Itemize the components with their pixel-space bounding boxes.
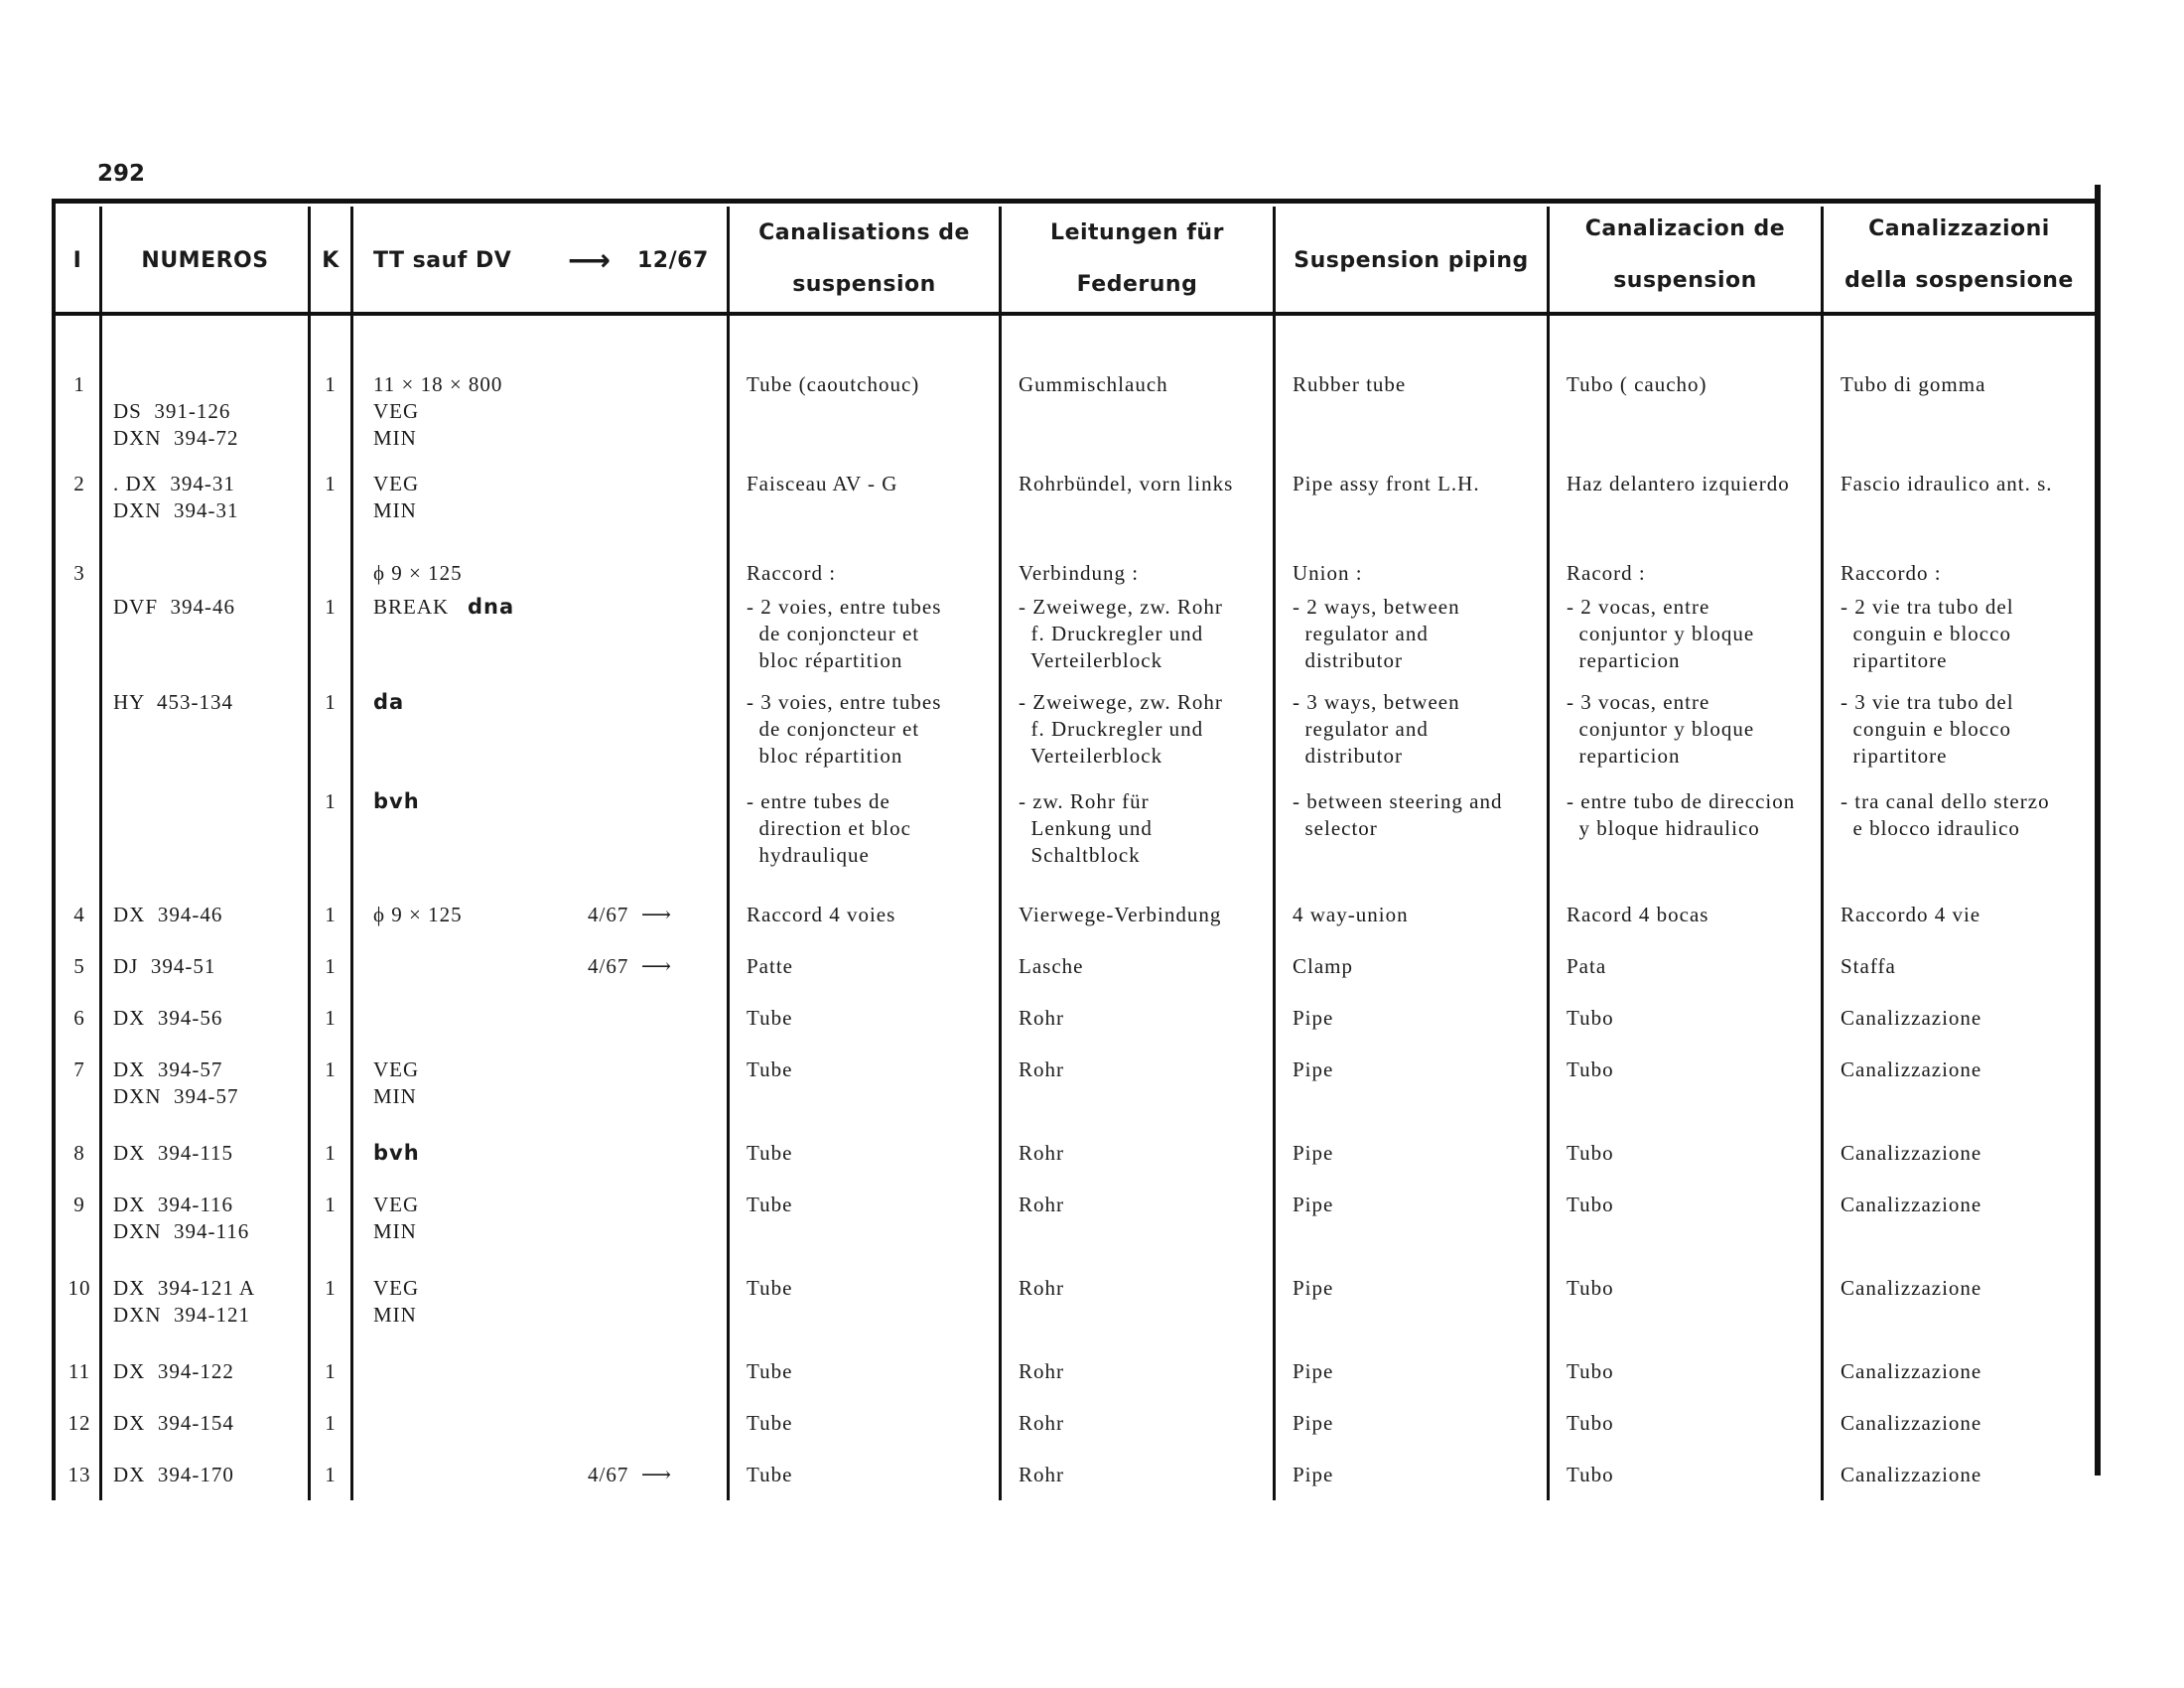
cell-dates: 4/67 ⟶	[588, 1463, 672, 1486]
cell-de: - Zweiwege, zw. Rohr f. Druckregler und Verteilerblock	[1019, 595, 1223, 672]
cell-it: Canalizzazione	[1841, 1359, 1982, 1383]
top-rule	[52, 199, 2101, 204]
header-index: I	[72, 248, 82, 273]
col-divider	[99, 207, 102, 1500]
cell-k: 1	[325, 789, 337, 813]
cell-k: 1	[325, 472, 337, 495]
cell-fr: Tube	[747, 1006, 793, 1030]
cell-es: - 3 vocas, entre conjuntor y bloque reparticion	[1567, 690, 1755, 768]
cell-nums: DX 394-122	[113, 1359, 234, 1383]
cell-fr: Tube	[747, 1141, 793, 1165]
cell-en: Pipe	[1293, 1276, 1334, 1300]
col-divider	[1821, 207, 1824, 1500]
header-english: Suspension piping	[1294, 248, 1529, 273]
cell-en: - 3 ways, between regulator and distributor	[1293, 690, 1460, 768]
cell-idx: 5	[73, 954, 85, 978]
cell-de: - zw. Rohr für Lenkung und Schaltblock	[1019, 789, 1153, 867]
cell-nums: DX 394-57 DXN 394-57	[113, 1057, 239, 1108]
cell-nums: DVF 394-46	[113, 595, 236, 619]
cell-es: Pata	[1567, 954, 1607, 978]
cell-de: Rohr	[1019, 1463, 1064, 1486]
cell-en: Pipe	[1293, 1057, 1334, 1081]
cell-spec: VEG MIN	[373, 1057, 420, 1108]
parts-table	[52, 185, 2101, 1500]
cell-de: Rohr	[1019, 1276, 1064, 1300]
cell-es: Tubo	[1567, 1141, 1614, 1165]
header-bottom-rule	[52, 312, 2101, 316]
cell-k: 1	[325, 1193, 337, 1216]
cell-it: Raccordo 4 vie	[1841, 903, 1981, 926]
cell-k: 1	[325, 595, 337, 619]
cell-idx: 8	[73, 1141, 85, 1165]
cell-es: Tubo	[1567, 1463, 1614, 1486]
cell-en: Pipe	[1293, 1463, 1334, 1486]
cell-it: - 2 vie tra tubo del conguin e blocco ripartitore	[1841, 595, 2014, 672]
cell-k: 1	[325, 690, 337, 714]
cell-fr: Tube	[747, 1359, 793, 1383]
cell-fr: - 2 voies, entre tubes de conjoncteur et bloc répartition	[747, 595, 942, 672]
right-border	[2095, 185, 2101, 1476]
cell-spec: ϕ 9 × 125	[373, 903, 463, 926]
cell-fr: Tube	[747, 1276, 793, 1300]
cell-nums: DX 394-56	[113, 1006, 223, 1030]
cell-k: 1	[325, 1276, 337, 1300]
arrow-icon: ⟶	[568, 243, 612, 278]
cell-de: Vierwege-Verbindung	[1019, 903, 1222, 926]
cell-it: Raccordo :	[1841, 561, 1942, 585]
cell-en: Pipe	[1293, 1141, 1334, 1165]
cell-spec: VEG MIN	[373, 1193, 420, 1243]
cell-de: Rohr	[1019, 1359, 1064, 1383]
cell-en: Rubber tube	[1293, 372, 1407, 396]
cell-it: Fascio idraulico ant. s.	[1841, 472, 2053, 495]
cell-fr: Raccord 4 voies	[747, 903, 896, 926]
cell-code: bvh	[373, 789, 420, 813]
cell-nums: DX 394-115	[113, 1141, 234, 1165]
cell-fr: Tube	[747, 1057, 793, 1081]
cell-en: Pipe	[1293, 1411, 1334, 1435]
cell-k: 1	[325, 954, 337, 978]
cell-spec: VEG MIN	[373, 1276, 420, 1327]
cell-nums: DS 391-126 DXN 394-72	[113, 399, 239, 450]
cell-es: Tubo	[1567, 1057, 1614, 1081]
cell-k: 1	[325, 1006, 337, 1030]
cell-dates: 4/67 ⟶	[588, 954, 672, 978]
header-french-2: suspension	[792, 272, 936, 297]
cell-it: Canalizzazione	[1841, 1276, 1982, 1300]
cell-idx: 7	[73, 1057, 85, 1081]
cell-k: 1	[325, 1359, 337, 1383]
cell-code: da	[373, 690, 405, 714]
cell-de: Gummischlauch	[1019, 372, 1168, 396]
cell-it: - tra canal dello sterzo e blocco idraulico	[1841, 789, 2050, 840]
cell-idx: 6	[73, 1006, 85, 1030]
cell-es: Tubo	[1567, 1276, 1614, 1300]
cell-k: 1	[325, 1463, 337, 1486]
cell-en: - between steering and selector	[1293, 789, 1503, 840]
cell-idx: 9	[73, 1193, 85, 1216]
col-divider	[727, 207, 730, 1500]
header-numeros: NUMEROS	[141, 248, 269, 273]
header-german-1: Leitungen für	[1050, 220, 1224, 245]
cell-it: Canalizzazione	[1841, 1006, 1982, 1030]
cell-spec: 11 × 18 × 800 VEG MIN	[373, 372, 503, 450]
cell-fr: Tube	[747, 1193, 793, 1216]
cell-es: Tubo	[1567, 1193, 1614, 1216]
cell-idx: 3	[73, 561, 85, 585]
col-divider	[999, 207, 1002, 1500]
cell-en: Clamp	[1293, 954, 1353, 978]
cell-es: Racord :	[1567, 561, 1646, 585]
cell-de: Verbindung :	[1019, 561, 1140, 585]
cell-k: 1	[325, 1141, 337, 1165]
cell-spec: BREAK	[373, 595, 450, 619]
col-divider	[1547, 207, 1550, 1500]
cell-k: 1	[325, 1057, 337, 1081]
cell-de: Rohrbündel, vorn links	[1019, 472, 1234, 495]
cell-it: Canalizzazione	[1841, 1141, 1982, 1165]
header-k: K	[322, 248, 340, 273]
cell-es: - 2 vocas, entre conjuntor y bloque reparticion	[1567, 595, 1755, 672]
cell-fr: Tube (caoutchouc)	[747, 372, 920, 396]
header-applicability: TT sauf DV	[373, 248, 512, 273]
cell-idx: 2	[73, 472, 85, 495]
cell-dates: 4/67 ⟶	[588, 903, 672, 926]
cell-es: Tubo	[1567, 1006, 1614, 1030]
cell-code: dna	[468, 595, 515, 619]
cell-en: Union :	[1293, 561, 1363, 585]
col-divider	[350, 207, 353, 1500]
cell-code: bvh	[373, 1141, 420, 1165]
cell-it: Canalizzazione	[1841, 1057, 1982, 1081]
cell-it: Canalizzazione	[1841, 1463, 1982, 1486]
cell-idx: 12	[68, 1411, 91, 1435]
cell-es: Haz delantero izquierdo	[1567, 472, 1790, 495]
cell-en: 4 way-union	[1293, 903, 1409, 926]
cell-nums: DX 394-170	[113, 1463, 234, 1486]
cell-es: Tubo ( caucho)	[1567, 372, 1707, 396]
page-number: 292	[97, 161, 146, 187]
cell-it: Canalizzazione	[1841, 1193, 1982, 1216]
cell-nums: DJ 394-51	[113, 954, 216, 978]
cell-de: Rohr	[1019, 1057, 1064, 1081]
cell-es: Racord 4 bocas	[1567, 903, 1709, 926]
cell-k: 1	[325, 1411, 337, 1435]
cell-spec: ϕ 9 × 125	[373, 561, 463, 585]
cell-fr: Tube	[747, 1463, 793, 1486]
cell-de: - Zweiwege, zw. Rohr f. Druckregler und Verteilerblock	[1019, 690, 1223, 768]
cell-de: Rohr	[1019, 1193, 1064, 1216]
cell-de: Rohr	[1019, 1006, 1064, 1030]
cell-de: Lasche	[1019, 954, 1084, 978]
cell-idx: 11	[68, 1359, 91, 1383]
cell-k: 1	[325, 372, 337, 396]
cell-fr: - entre tubes de direction et bloc hydraulique	[747, 789, 911, 867]
cell-k: 1	[325, 903, 337, 926]
header-italian-1: Canalizzazioni	[1868, 216, 2050, 241]
col-divider	[1273, 207, 1276, 1500]
cell-it: - 3 vie tra tubo del conguin e blocco ripartitore	[1841, 690, 2014, 768]
cell-en: Pipe	[1293, 1006, 1334, 1030]
cell-fr: Patte	[747, 954, 793, 978]
header-spanish-2: suspension	[1613, 268, 1757, 293]
cell-fr: - 3 voies, entre tubes de conjoncteur et bloc répartition	[747, 690, 942, 768]
cell-idx: 4	[73, 903, 85, 926]
cell-de: Rohr	[1019, 1141, 1064, 1165]
cell-spec: VEG MIN	[373, 472, 420, 522]
left-border	[52, 199, 56, 1500]
cell-idx: 10	[68, 1276, 91, 1300]
cell-it: Tubo di gomma	[1841, 372, 1986, 396]
cell-nums: DX 394-116 DXN 394-116	[113, 1193, 250, 1243]
cell-idx: 13	[68, 1463, 91, 1486]
header-german-2: Federung	[1076, 272, 1198, 297]
cell-en: Pipe assy front L.H.	[1293, 472, 1480, 495]
cell-nums: DX 394-154	[113, 1411, 234, 1435]
cell-it: Canalizzazione	[1841, 1411, 1982, 1435]
cell-fr: Tube	[747, 1411, 793, 1435]
cell-es: Tubo	[1567, 1359, 1614, 1383]
header-spanish-1: Canalizacion de	[1584, 216, 1786, 241]
cell-es: - entre tubo de direccion y bloque hidraulico	[1567, 789, 1796, 840]
header-french-1: Canalisations de	[758, 220, 970, 245]
cell-en: Pipe	[1293, 1359, 1334, 1383]
cell-fr: Faisceau AV - G	[747, 472, 898, 495]
col-divider	[308, 207, 311, 1500]
header-date: 12/67	[637, 248, 709, 273]
cell-de: Rohr	[1019, 1411, 1064, 1435]
header-italian-2: della sospensione	[1844, 268, 2074, 293]
cell-idx: 1	[73, 372, 85, 396]
cell-fr: Raccord :	[747, 561, 837, 585]
cell-en: Pipe	[1293, 1193, 1334, 1216]
cell-nums: HY 453-134	[113, 690, 234, 714]
cell-es: Tubo	[1567, 1411, 1614, 1435]
cell-nums: . DX 394-31 DXN 394-31	[113, 472, 239, 522]
cell-en: - 2 ways, between regulator and distributor	[1293, 595, 1460, 672]
cell-nums: DX 394-46	[113, 903, 223, 926]
cell-nums: DX 394-121 A DXN 394-121	[113, 1276, 256, 1327]
cell-it: Staffa	[1841, 954, 1896, 978]
